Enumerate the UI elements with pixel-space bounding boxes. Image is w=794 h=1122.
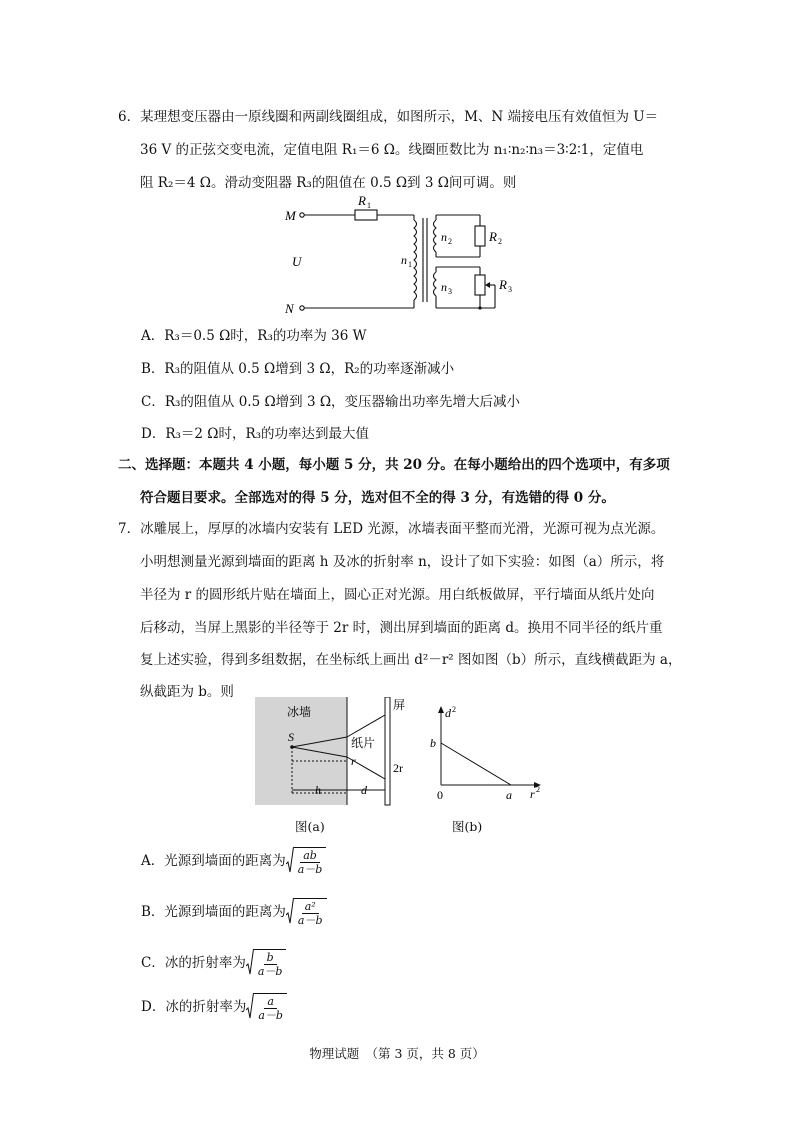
q7-option-b-text: B．光源到墙面的距离为 (141, 904, 286, 920)
label-r1: R (358, 193, 366, 208)
sqrt-symbol-b (286, 897, 327, 927)
q7-d-numerator: a (264, 995, 277, 1009)
q6-option-c: C．R₃的阻值从 0.5 Ω增到 3 Ω，变压器输出功率先增大后减小 (141, 394, 521, 410)
figure-a-ice-wall-diagram (255, 697, 415, 812)
intercept-b: b (430, 736, 436, 750)
q6-option-a: A．R₃＝0.5 Ω时，R₃的功率为 36 W (141, 328, 367, 344)
label-2r: 2r (393, 761, 403, 775)
q7-option-c (141, 948, 286, 978)
axis-label-r: r (530, 787, 535, 801)
q6-line-2: 36 V 的正弦交变电流，定值电阻 R₁＝6 Ω。线圈匝数比为 n₁∶n₂∶n₃＝3∶2∶1，定值电 (140, 142, 644, 158)
axis-label-d: d (445, 706, 451, 720)
section-2-heading-line-2: 符合题目要求。全部选对的得 5 分，选对但不全的得 3 分，有选错的得 0 分。 (140, 490, 615, 506)
q7-d-denominator: a－b (258, 1008, 283, 1022)
figure-b-caption: 图(b) (452, 819, 483, 834)
label-r2-sub: 2 (498, 237, 502, 246)
q7-option-a-text: A．光源到墙面的距离为 (141, 853, 286, 869)
r2-resistor (475, 226, 485, 246)
q7-line-3: 半径为 r 的圆形纸片贴在墙面上，圆心正对光源。用白纸板做屏，平行墙面从纸片处向 (140, 587, 655, 603)
label-ice-wall: 冰墙 (287, 705, 312, 719)
label-n3-sub: 3 (448, 287, 452, 296)
label-n1: n (401, 253, 407, 267)
label-r1-sub: 1 (367, 201, 371, 210)
label-s: S (288, 730, 294, 744)
q7-line-5: 复上述实验，得到多组数据，在坐标纸上画出 d²－r² 图如图（b）所示，直线横截距为 a， (140, 652, 682, 668)
sqrt-symbol-c (246, 948, 287, 978)
q7-option-d-text: D．冰的折射率为 (141, 999, 247, 1015)
label-r: r (351, 754, 356, 768)
label-n2-sub: 2 (448, 237, 452, 246)
q7-option-d (141, 992, 287, 1022)
q7-c-denominator: a－b (257, 964, 283, 978)
axis-label-d-sup: 2 (452, 705, 456, 714)
q7-b-denominator: a－b (297, 913, 323, 927)
label-r3: R (499, 277, 507, 292)
q7-b-numerator: a² (302, 900, 319, 914)
label-r2: R (489, 229, 497, 244)
transformer-circuit-diagram (280, 190, 530, 320)
q6-option-b: B．R₃的阻值从 0.5 Ω增到 3 Ω，R₂的功率逐渐减小 (141, 361, 455, 377)
origin-0: 0 (437, 788, 443, 802)
q7-line-1: 7．冰雕展上，厚厚的冰墙内安装有 LED 光源，冰墙表面平整而光滑，光源可视为点光源。 (118, 521, 665, 537)
graph-line (441, 743, 511, 785)
label-m: M (285, 208, 296, 223)
label-n: N (285, 301, 294, 316)
label-screen: 屏 (393, 698, 406, 712)
sqrt-symbol-d (246, 992, 287, 1022)
q7-c-numerator: b (264, 951, 277, 965)
q7-line-2: 小明想测量光源到墙面的距离 h 及冰的折射率 n，设计了如下实验：如图（a）所示，将 (140, 554, 665, 570)
axis-label-r-sup: 2 (536, 785, 540, 794)
q6-line-1: 6．某理想变压器由一原线圈和两副线圈组成，如图所示，M、N 端接电压有效值恒为 U＝ (118, 109, 659, 125)
q7-option-a (141, 846, 326, 876)
q7-option-b (141, 897, 327, 927)
q6-line-3: 阻 R₂＝4 Ω。滑动变阻器 R₃的阻值在 0.5 Ω到 3 Ω间可调。则 (140, 175, 517, 191)
label-n1-sub: 1 (408, 260, 412, 269)
page-footer: 物理试题 （第 3 页，共 8 页） (309, 1046, 485, 1061)
q7-option-c-text: C．冰的折射率为 (141, 955, 246, 971)
label-u: U (292, 254, 302, 269)
label-paper: 纸片 (351, 736, 376, 750)
q7-line-4: 后移动，当屏上黑影的半径等于 2r 时，测出屏到墙面的距离 d。换用不同半径的纸片重 (140, 620, 663, 636)
label-n3: n (441, 280, 447, 294)
q7-a-numerator: ab (300, 849, 320, 863)
figure-a-caption: 图(a) (295, 819, 325, 834)
r3-rheostat (475, 275, 485, 295)
sqrt-symbol-a (286, 846, 327, 876)
label-n2: n (441, 230, 447, 244)
intercept-a: a (506, 788, 512, 802)
q6-option-d: D．R₃＝2 Ω时，R₃的功率达到最大值 (141, 426, 370, 442)
section-2-heading-line-1: 二、选择题：本题共 4 小题，每小题 5 分，共 20 分。在每小题给出的四个选项中，有多项 (118, 457, 670, 473)
label-r3-sub: 3 (508, 285, 512, 294)
q7-a-denominator: a－b (297, 862, 323, 876)
label-h: h (315, 783, 321, 797)
r1-resistor (355, 210, 377, 220)
q7-line-6: 纵截距为 b。则 (140, 684, 234, 700)
label-d: d (361, 783, 367, 797)
figure-b-graph (425, 700, 550, 805)
